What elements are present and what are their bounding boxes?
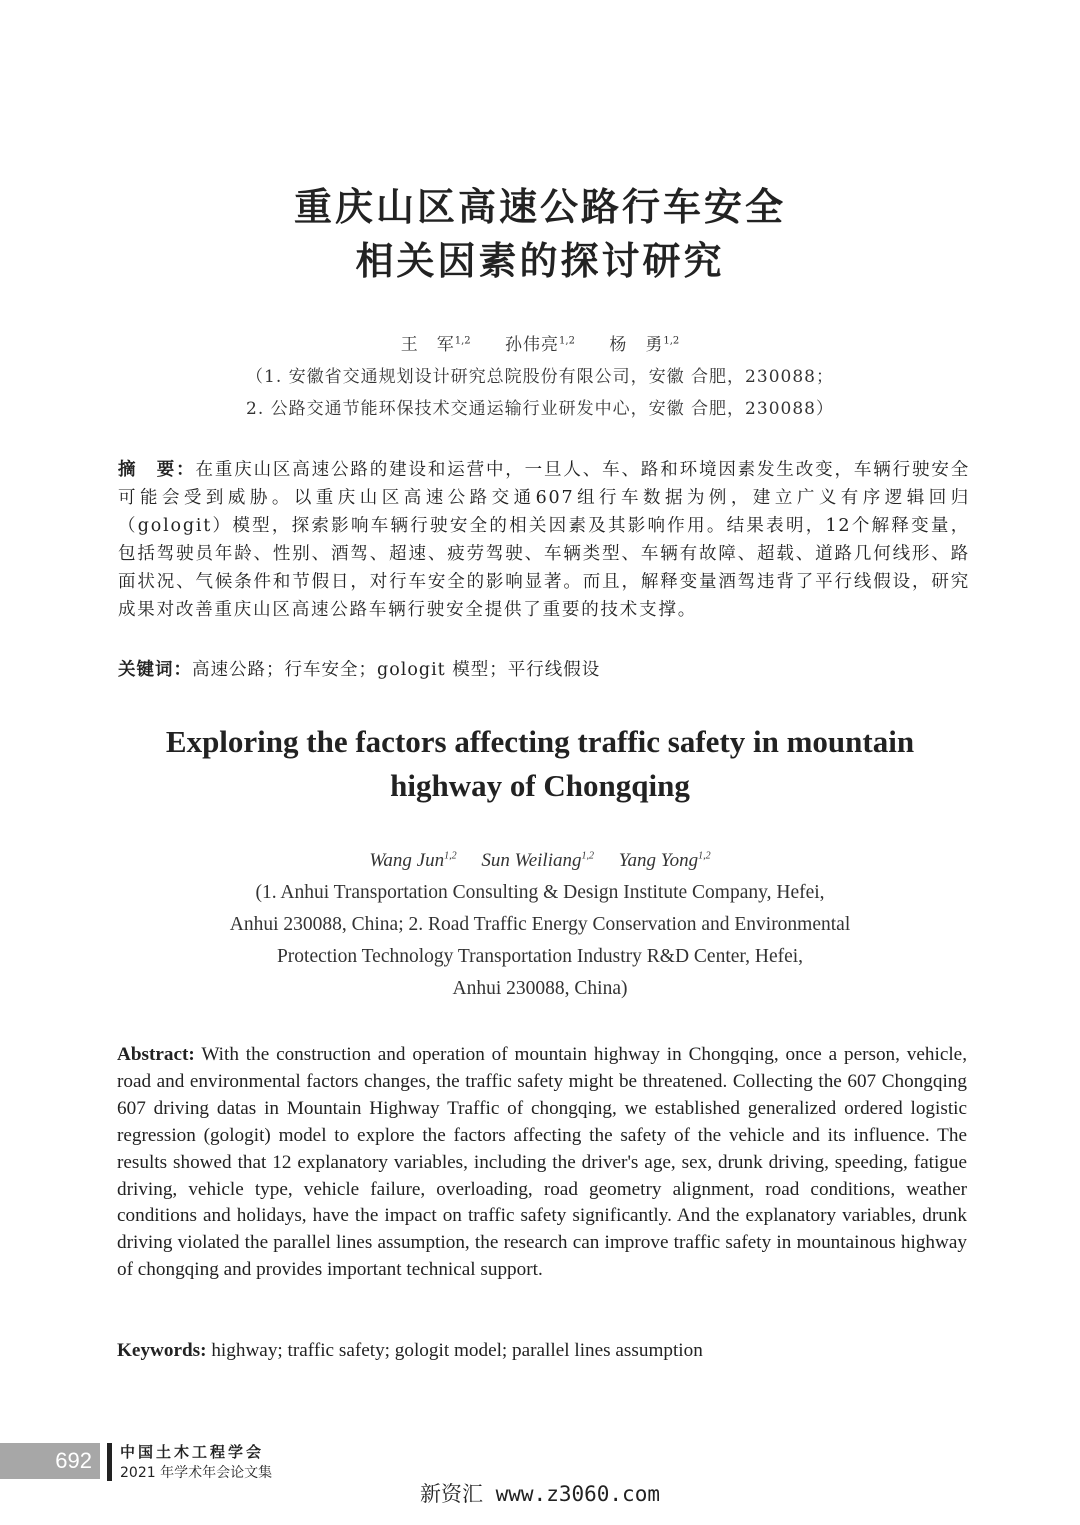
en-author: Sun Weiliang$^{1,2}$ [481,850,594,871]
cn-abstract-text: 在重庆山区高速公路的建设和运营中，一旦人、车、路和环境因素发生改变，车辆行驶安全可能会受到威胁。以重庆山区高速公路交通607组行车数据为例，建立广义有序逻辑回归（gologit）模型，探索影响车辆行驶安全的相关因素及其影响作用。结果表明，12个解释变量，包括驾驶员年龄、性别、酒驾、超速、疲劳驾驶、车辆类型、车辆有故障、超载、道路几何线形、路面状况、气候条件和节假日，对行车安全的影响显著。而且，解释变量酒驾违背了平行线假设，研究成果对改善重庆山区高速公路车辆行驶安全提供了重要的技术支撑。 [118,460,971,620]
cn-keywords-label: 关键词： [118,660,192,680]
cn-abstract-label: 摘 要： [118,460,196,480]
en-title-line-1: Exploring the factors affecting traffic safety in mountain [165,724,915,759]
watermark-text: 新资汇 www.z3060.com [419,1482,660,1506]
en-keywords [117,1338,967,1364]
en-author: Wang Jun$^{1,2}$ [369,850,457,871]
cn-abstract [118,456,970,624]
en-keywords-label: Keywords: [117,1340,207,1361]
page-number: 692 [55,1448,92,1473]
en-affiliation-line-2: Anhui 230088, China; 2. Road Traffic Energy Conservation and Environmental [229,914,851,935]
footer-organization: 中国土木工程学会 [120,1443,265,1461]
en-abstract-text: With the construction and operation of mountain highway in Chongqing, once a person, vehicle, road and environmental factors changes, the traffic safety might be threatened. Collecting the 607 Chongqing 607 driving datas in Mountain Highway Traffic of chongqing, we established generalized ordered logistic regression (gologit) model to explore the factors affecting the safety of the vehicle and its influence. The results showed that 12 explanatory variables, including the driver's age, sex, drunk driving, speeding, fatigue driving, vehicle type, vehicle failure, overloading, road geometry alignment, road conditions, weather conditions and holidays, have the impact on traffic safety significantly. And the explanatory variables, drunk driving violated the parallel lines assumption, the research can improve traffic safety in mountainous highway of chongqing and provides important technical support. [117,1044,967,1281]
en-affiliation-line-1: (1. Anhui Transportation Consulting & Design Institute Company, Hefei, [255,882,825,903]
page-number-badge [0,1443,100,1479]
cn-title-line-1: 重庆山区高速公路行车安全 [293,185,786,229]
cn-affiliation-line-2: 2. 公路交通节能环保技术交通运输行业研发中心，安徽 合肥，230088） [246,399,834,419]
cn-author: 王 军$^{1,2}$ [400,335,471,355]
cn-affiliation-line-1: （1. 安徽省交通规划设计研究总院股份有限公司，安徽 合肥，230088； [246,367,834,387]
cn-author: 孙伟亮$^{1,2}$ [505,335,575,355]
cn-keywords [118,656,970,684]
en-author-list [0,850,1080,872]
cn-author: 杨 勇$^{1,2}$ [609,335,680,355]
en-abstract-label: Abstract: [117,1044,195,1065]
en-author: Yang Yong$^{1,2}$ [618,850,711,871]
en-affiliation-line-3: Protection Technology Transportation Industry R&D Center, Hefei, [276,946,804,967]
en-affiliation-line-4: Anhui 230088, China) [452,978,628,999]
cn-author-list [0,330,1080,355]
footer-proceedings: 2021 年学术年会论文集 [120,1465,273,1481]
en-abstract [117,1042,967,1284]
footer-divider [107,1443,112,1481]
en-keywords-text: highway; traffic safety; gologit model; parallel lines assumption [211,1340,703,1361]
en-title-line-2: highway of Chongqing [390,768,690,803]
cn-keywords-text: 高速公路；行车安全；gologit 模型；平行线假设 [192,660,601,680]
cn-title-line-2: 相关因素的探讨研究 [355,239,725,283]
